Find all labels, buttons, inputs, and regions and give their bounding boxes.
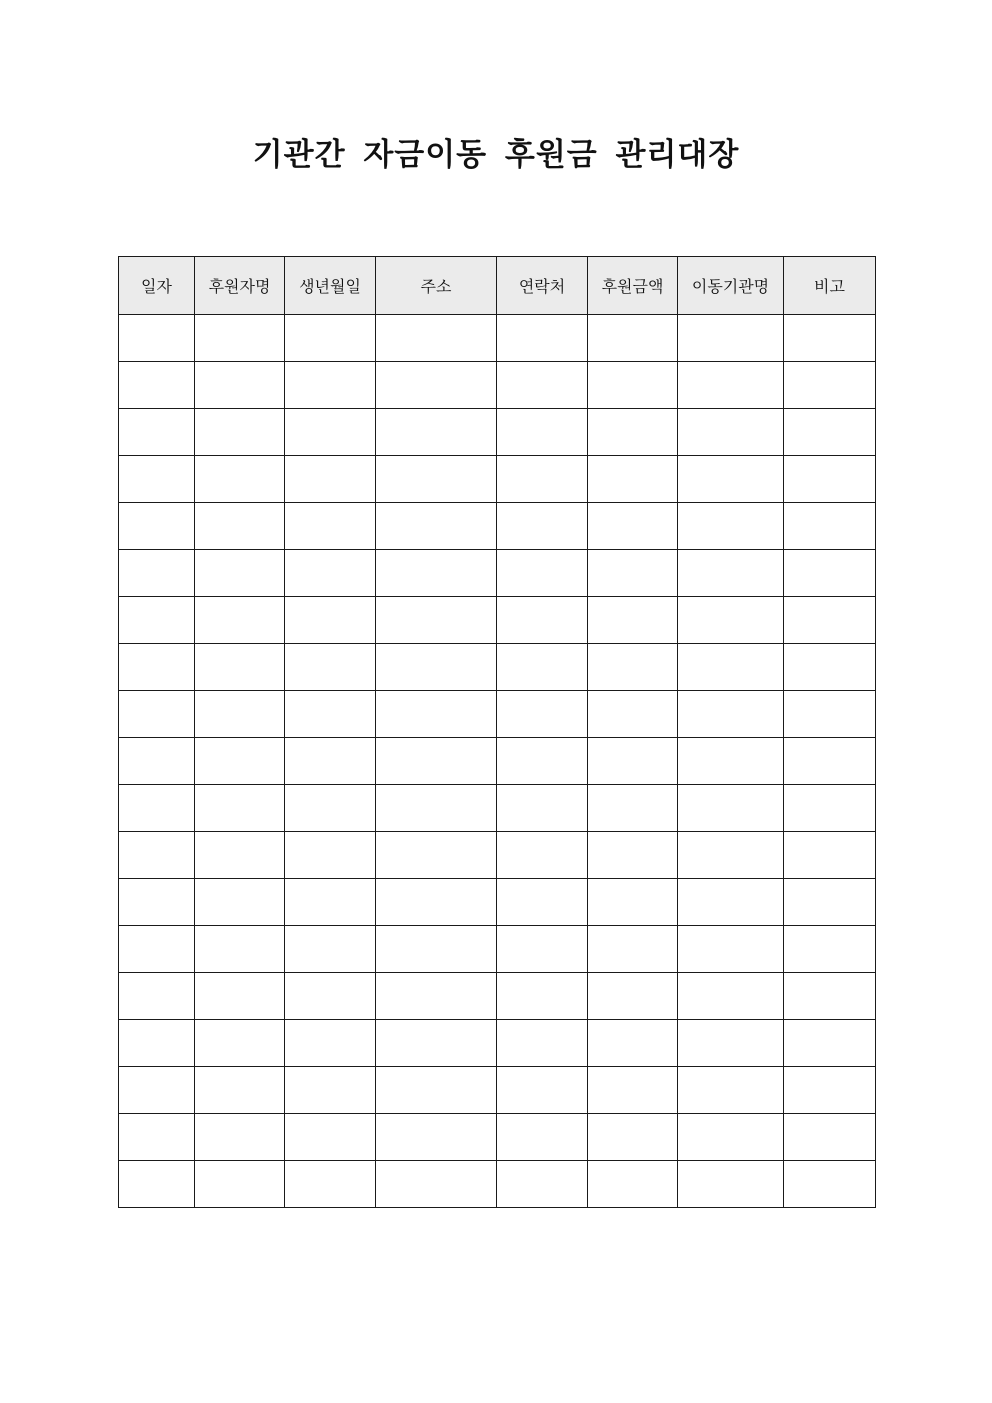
cell-donor-name[interactable] (195, 362, 285, 409)
cell-birth-date[interactable] (285, 597, 376, 644)
cell-donation-amount[interactable] (588, 644, 678, 691)
cell-address[interactable] (376, 832, 497, 879)
cell-donation-amount[interactable] (588, 362, 678, 409)
cell-donor-name[interactable] (195, 973, 285, 1020)
table-body (119, 315, 876, 1208)
table-row (119, 503, 876, 550)
cell-contact[interactable] (497, 409, 588, 456)
cell-contact[interactable] (497, 691, 588, 738)
cell-contact[interactable] (497, 456, 588, 503)
column-header-address: 주소 (376, 257, 497, 315)
cell-birth-date[interactable] (285, 644, 376, 691)
cell-donor-name[interactable] (195, 691, 285, 738)
cell-contact[interactable] (497, 785, 588, 832)
cell-remarks[interactable] (784, 785, 876, 832)
cell-donor-name[interactable] (195, 832, 285, 879)
cell-address[interactable] (376, 409, 497, 456)
table-row (119, 1114, 876, 1161)
table-header (119, 257, 876, 315)
cell-date[interactable] (119, 1067, 195, 1114)
column-header-contact: 연락처 (497, 257, 588, 315)
cell-transfer-institution[interactable] (678, 1020, 784, 1067)
table-row (119, 785, 876, 832)
cell-transfer-institution[interactable] (678, 315, 784, 362)
cell-birth-date[interactable] (285, 691, 376, 738)
cell-address[interactable] (376, 785, 497, 832)
cell-donation-amount[interactable] (588, 832, 678, 879)
table-row (119, 691, 876, 738)
cell-birth-date[interactable] (285, 550, 376, 597)
table-row (119, 315, 876, 362)
cell-donation-amount[interactable] (588, 879, 678, 926)
cell-donation-amount[interactable] (588, 738, 678, 785)
cell-address[interactable] (376, 1020, 497, 1067)
cell-remarks[interactable] (784, 1067, 876, 1114)
cell-birth-date[interactable] (285, 503, 376, 550)
table-row (119, 456, 876, 503)
cell-remarks[interactable] (784, 926, 876, 973)
cell-date[interactable] (119, 315, 195, 362)
cell-donation-amount[interactable] (588, 315, 678, 362)
cell-donation-amount[interactable] (588, 550, 678, 597)
column-header-birth-date: 생년월일 (285, 257, 376, 315)
cell-donation-amount[interactable] (588, 1067, 678, 1114)
cell-transfer-institution[interactable] (678, 644, 784, 691)
cell-birth-date[interactable] (285, 1067, 376, 1114)
cell-date[interactable] (119, 644, 195, 691)
table-row (119, 926, 876, 973)
cell-donation-amount[interactable] (588, 1114, 678, 1161)
table-row (119, 597, 876, 644)
cell-transfer-institution[interactable] (678, 1067, 784, 1114)
cell-contact[interactable] (497, 879, 588, 926)
cell-contact[interactable] (497, 362, 588, 409)
cell-transfer-institution[interactable] (678, 1161, 784, 1208)
cell-date[interactable] (119, 738, 195, 785)
cell-contact[interactable] (497, 926, 588, 973)
cell-remarks[interactable] (784, 409, 876, 456)
cell-donation-amount[interactable] (588, 456, 678, 503)
table-row (119, 644, 876, 691)
table-row (119, 1161, 876, 1208)
cell-date[interactable] (119, 926, 195, 973)
cell-date[interactable] (119, 503, 195, 550)
column-header-transfer-institution: 이동기관명 (678, 257, 784, 315)
cell-transfer-institution[interactable] (678, 879, 784, 926)
cell-remarks[interactable] (784, 738, 876, 785)
cell-donor-name[interactable] (195, 738, 285, 785)
cell-transfer-institution[interactable] (678, 926, 784, 973)
cell-remarks[interactable] (784, 973, 876, 1020)
cell-transfer-institution[interactable] (678, 597, 784, 644)
cell-address[interactable] (376, 362, 497, 409)
cell-remarks[interactable] (784, 503, 876, 550)
cell-contact[interactable] (497, 1067, 588, 1114)
column-header-donor-name: 후원자명 (195, 257, 285, 315)
cell-address[interactable] (376, 691, 497, 738)
cell-transfer-institution[interactable] (678, 456, 784, 503)
column-header-remarks: 비고 (784, 257, 876, 315)
cell-donation-amount[interactable] (588, 503, 678, 550)
cell-remarks[interactable] (784, 362, 876, 409)
cell-remarks[interactable] (784, 1161, 876, 1208)
cell-donation-amount[interactable] (588, 926, 678, 973)
cell-address[interactable] (376, 456, 497, 503)
cell-date[interactable] (119, 409, 195, 456)
cell-birth-date[interactable] (285, 1114, 376, 1161)
column-header-date: 일자 (119, 257, 195, 315)
cell-date[interactable] (119, 1161, 195, 1208)
cell-contact[interactable] (497, 315, 588, 362)
cell-date[interactable] (119, 1114, 195, 1161)
cell-transfer-institution[interactable] (678, 1114, 784, 1161)
cell-date[interactable] (119, 879, 195, 926)
table-row (119, 738, 876, 785)
cell-address[interactable] (376, 644, 497, 691)
cell-donor-name[interactable] (195, 879, 285, 926)
cell-contact[interactable] (497, 738, 588, 785)
cell-donor-name[interactable] (195, 550, 285, 597)
cell-date[interactable] (119, 362, 195, 409)
cell-birth-date[interactable] (285, 785, 376, 832)
table-row (119, 409, 876, 456)
cell-transfer-institution[interactable] (678, 785, 784, 832)
document-title: 기관간 자금이동 후원금 관리대장 (252, 137, 740, 173)
cell-donor-name[interactable] (195, 1114, 285, 1161)
cell-contact[interactable] (497, 832, 588, 879)
cell-donation-amount[interactable] (588, 409, 678, 456)
cell-date[interactable] (119, 785, 195, 832)
cell-donor-name[interactable] (195, 409, 285, 456)
cell-transfer-institution[interactable] (678, 409, 784, 456)
cell-contact[interactable] (497, 1114, 588, 1161)
cell-remarks[interactable] (784, 832, 876, 879)
cell-address[interactable] (376, 1067, 497, 1114)
cell-birth-date[interactable] (285, 362, 376, 409)
cell-address[interactable] (376, 879, 497, 926)
cell-address[interactable] (376, 1161, 497, 1208)
cell-remarks[interactable] (784, 315, 876, 362)
cell-date[interactable] (119, 550, 195, 597)
cell-donation-amount[interactable] (588, 1020, 678, 1067)
cell-birth-date[interactable] (285, 1020, 376, 1067)
cell-contact[interactable] (497, 1161, 588, 1208)
cell-transfer-institution[interactable] (678, 503, 784, 550)
cell-donor-name[interactable] (195, 1161, 285, 1208)
cell-donation-amount[interactable] (588, 973, 678, 1020)
cell-contact[interactable] (497, 503, 588, 550)
cell-remarks[interactable] (784, 644, 876, 691)
cell-transfer-institution[interactable] (678, 973, 784, 1020)
cell-donor-name[interactable] (195, 644, 285, 691)
cell-birth-date[interactable] (285, 973, 376, 1020)
cell-remarks[interactable] (784, 1114, 876, 1161)
table-row (119, 1020, 876, 1067)
cell-address[interactable] (376, 1114, 497, 1161)
cell-address[interactable] (376, 597, 497, 644)
cell-remarks[interactable] (784, 879, 876, 926)
cell-remarks[interactable] (784, 691, 876, 738)
cell-contact[interactable] (497, 597, 588, 644)
cell-date[interactable] (119, 456, 195, 503)
cell-remarks[interactable] (784, 1020, 876, 1067)
cell-address[interactable] (376, 315, 497, 362)
cell-donor-name[interactable] (195, 597, 285, 644)
cell-date[interactable] (119, 1020, 195, 1067)
cell-date[interactable] (119, 832, 195, 879)
cell-donor-name[interactable] (195, 785, 285, 832)
cell-remarks[interactable] (784, 456, 876, 503)
cell-donor-name[interactable] (195, 456, 285, 503)
cell-birth-date[interactable] (285, 832, 376, 879)
cell-date[interactable] (119, 973, 195, 1020)
cell-contact[interactable] (497, 1020, 588, 1067)
cell-transfer-institution[interactable] (678, 550, 784, 597)
cell-transfer-institution[interactable] (678, 738, 784, 785)
cell-birth-date[interactable] (285, 879, 376, 926)
table-row (119, 973, 876, 1020)
cell-donor-name[interactable] (195, 503, 285, 550)
cell-address[interactable] (376, 738, 497, 785)
cell-address[interactable] (376, 926, 497, 973)
cell-donor-name[interactable] (195, 926, 285, 973)
cell-birth-date[interactable] (285, 456, 376, 503)
cell-contact[interactable] (497, 973, 588, 1020)
cell-birth-date[interactable] (285, 926, 376, 973)
cell-remarks[interactable] (784, 550, 876, 597)
cell-donor-name[interactable] (195, 1020, 285, 1067)
header-row (119, 257, 876, 315)
cell-date[interactable] (119, 691, 195, 738)
table-row (119, 879, 876, 926)
cell-contact[interactable] (497, 644, 588, 691)
cell-address[interactable] (376, 550, 497, 597)
cell-contact[interactable] (497, 550, 588, 597)
donation-ledger-table (118, 256, 876, 1208)
cell-donation-amount[interactable] (588, 691, 678, 738)
cell-birth-date[interactable] (285, 315, 376, 362)
column-header-donation-amount: 후원금액 (588, 257, 678, 315)
cell-transfer-institution[interactable] (678, 832, 784, 879)
cell-address[interactable] (376, 973, 497, 1020)
table-row (119, 362, 876, 409)
cell-address[interactable] (376, 503, 497, 550)
cell-remarks[interactable] (784, 597, 876, 644)
cell-donation-amount[interactable] (588, 1161, 678, 1208)
cell-birth-date[interactable] (285, 409, 376, 456)
cell-date[interactable] (119, 597, 195, 644)
cell-donation-amount[interactable] (588, 597, 678, 644)
table-row (119, 832, 876, 879)
table-row (119, 1067, 876, 1114)
table-row (119, 550, 876, 597)
cell-birth-date[interactable] (285, 738, 376, 785)
cell-transfer-institution[interactable] (678, 691, 784, 738)
cell-donor-name[interactable] (195, 1067, 285, 1114)
cell-donation-amount[interactable] (588, 785, 678, 832)
cell-transfer-institution[interactable] (678, 362, 784, 409)
cell-donor-name[interactable] (195, 315, 285, 362)
cell-birth-date[interactable] (285, 1161, 376, 1208)
